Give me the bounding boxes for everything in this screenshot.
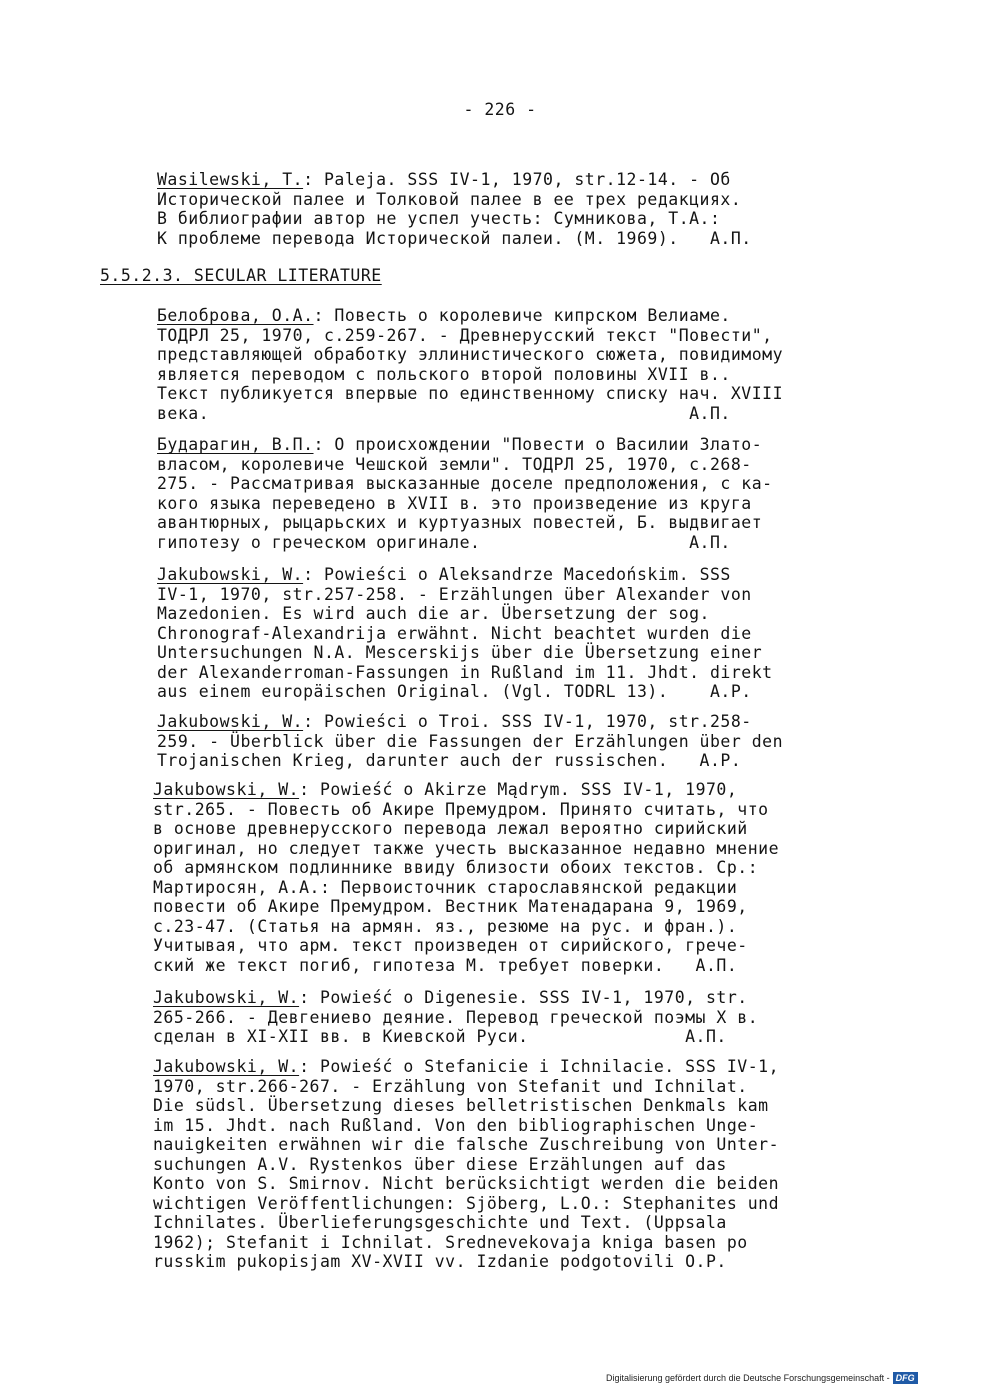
entry-line: оригинал, но следует также учесть высказанное недавно мнение: [153, 838, 780, 858]
entry-line: 275. - Рассматривая высказанные доселе предположения, с ка-: [157, 474, 773, 493]
entry-line: Ichnilates. Überlieferungsgeschichte und Text. (Uppsala: [153, 1213, 727, 1232]
bibliography-entry: [157, 170, 752, 248]
entry-line: В библиографии автор не успел учесть: Сумникова, Т.А.:: [157, 209, 721, 228]
entry-author: Белоброва, О.А.: [157, 306, 314, 325]
bibliography-entry: [153, 780, 779, 975]
entry-text: : Powieści o Aleksandrze Macedońskim. SSS: [303, 565, 731, 584]
entry-line: 259. - Überblick über die Fassungen der Erzählungen über den: [157, 731, 784, 751]
entry-text: : О происхождении "Повести о Василии Злато-: [313, 435, 763, 454]
entry-line: 265-266. - Девгениево деяние. Перевод греческой поэмы X в.: [153, 1007, 759, 1027]
bibliography-entry: [153, 1057, 779, 1272]
entry-line: wichtigen Veröffentlichungen: Sjöberg, L.O.: Stephanites und: [153, 1193, 780, 1213]
bibliography-entry: [157, 565, 773, 702]
entry-line: с.23-47. (Статья на армян. яз., резюме на рус. и фран.).: [153, 916, 738, 936]
entry-line: века. А.П.: [157, 403, 731, 423]
entry-line: ский же текст погиб, гипотеза М. требует поверки. А.П.: [153, 955, 738, 975]
entry-text: : Powieść o Stefanicie i Ichnilacie. SSS IV-1,: [299, 1057, 780, 1076]
entry-text: : Повесть о королевиче кипрском Велиаме.: [313, 306, 731, 325]
entry-line: сделан в XI-XII вв. в Киевской Руси. А.П.: [153, 1027, 727, 1046]
entry-line: Исторической палее и Толковой палее в ее трех редакциях.: [157, 189, 742, 209]
entry-text: : Powieść o Akirze Mądrym. SSS IV-1, 1970,: [299, 780, 738, 799]
entry-line: 1970, str.266-267. - Erzählung von Stefanit und Ichnilat.: [153, 1076, 748, 1096]
entry-author: Jakubowski, W.: [157, 712, 304, 731]
entry-line: Trojanischen Krieg, darunter auch der russischen. A.P.: [157, 751, 742, 770]
entry-author: Jakubowski, W.: [153, 780, 300, 799]
entry-line: Untersuchungen N.A. Mescerskijs über die Übersetzung einer: [157, 643, 763, 662]
bibliography-entry: [157, 306, 783, 423]
entry-author: Jakubowski, W.: [153, 988, 300, 1007]
entry-text: : Paleja. SSS IV-1, 1970, str.12-14. - Об: [303, 170, 731, 189]
entry-line: ТОДРЛ 25, 1970, с.259-267. - Древнерусский текст "Повести",: [157, 325, 773, 345]
dfg-logo: DFG: [893, 1372, 918, 1384]
entry-line: [157, 306, 783, 326]
entry-line: гипотезу о греческом оригинале. А.П.: [157, 532, 731, 552]
entry-line: der Alexanderroman-Fassungen in Rußland im 11. Jhdt. direkt: [157, 662, 773, 682]
entry-line: russkim pukopisjam XV-XVII vv. Izdanie podgotovili O.P.: [153, 1252, 727, 1271]
section-heading: [100, 266, 382, 285]
section-heading-text: 5.5.2.3. SECULAR LITERATURE: [100, 266, 382, 285]
bibliography-entry: [157, 712, 783, 771]
entry-line: [157, 712, 783, 732]
entry-line: [157, 170, 752, 190]
entry-line: Учитывая, что арм. текст произведен от сирийского, грече-: [153, 936, 748, 955]
entry-author: Бударагин, В.П.: [157, 435, 314, 454]
entry-line: об армянском подлиннике ввиду близости обоих текстов. Ср.:: [153, 858, 759, 877]
entry-line: [157, 565, 773, 585]
entry-line: suchungen A.V. Rystenkos über diese Erzählungen auf das: [153, 1154, 727, 1174]
entry-line: Мартиросян, А.А.: Первоисточник старославянской редакции: [153, 877, 738, 897]
footer-credit: [606, 1372, 918, 1384]
entry-author: Jakubowski, W.: [153, 1057, 300, 1076]
entry-line: [153, 1057, 779, 1077]
entry-line: [153, 988, 758, 1008]
entry-text: : Powieść o Digenesie. SSS IV-1, 1970, str.: [299, 988, 748, 1007]
entry-line: Konto von S. Smirnov. Nicht berücksichtigt werden die beiden: [153, 1174, 780, 1193]
entry-line: авантюрных, рыцарьских и куртуазных повестей, Б. выдвигает: [157, 513, 763, 532]
entry-line: Текст публикуется впервые по единственному списку нач. XVIII: [157, 384, 784, 403]
footer-text: Digitalisierung gefördert durch die Deutsche Forschungsgemeinschaft -: [606, 1373, 890, 1383]
page-number: - 226 -: [463, 100, 537, 119]
entry-line: в основе древнерусского перевода лежал вероятно сирийский: [153, 819, 748, 838]
entry-text: : Powieści o Troi. SSS IV-1, 1970, str.258-: [303, 712, 752, 731]
entry-line: К проблеме перевода Исторической палеи. (М. 1969). А.П.: [157, 228, 752, 248]
entry-line: Mazedonien. Es wird auch die ar. Übersetzung der sog.: [157, 604, 710, 623]
entry-line: im 15. Jhdt. nach Rußland. Von den bibliographischen Unge-: [153, 1115, 759, 1135]
entry-line: повести об Акире Премудром. Вестник Матенадарана 9, 1969,: [153, 897, 748, 916]
entry-line: aus einem europäischen Original. (Vgl. TODRL 13). A.P.: [157, 682, 752, 701]
entry-line: IV-1, 1970, str.257-258. - Erzählungen über Alexander von: [157, 584, 752, 604]
entry-line: представляющей обработку эллинистического сюжета, повидимому: [157, 345, 784, 364]
entry-line: nauigkeiten erwähnen wir die falsche Zuschreibung von Unter-: [153, 1135, 780, 1154]
entry-line: власом, королевиче Чешской земли". ТОДРЛ 25, 1970, с.268-: [157, 454, 752, 474]
entry-author: Wasilewski, T.: [157, 170, 304, 189]
entry-line: Chronograf-Alexandrija erwähnt. Nicht beachtet wurden die: [157, 623, 752, 643]
entry-line: является переводом с польского второй половины XVII в..: [157, 364, 731, 384]
bibliography-entry: [157, 435, 773, 552]
entry-line: кого языка переведено в XVII в. это произведение из круга: [157, 493, 752, 513]
bibliography-entry: [153, 988, 758, 1047]
entry-line: [157, 435, 773, 455]
entry-line: [153, 780, 779, 800]
entry-line: str.265. - Повесть об Акире Премудром. Принято считать, что: [153, 799, 769, 819]
entry-line: Die südsl. Übersetzung dieses belletristischen Denkmals kam: [153, 1096, 769, 1115]
entry-line: 1962); Stefanit i Ichnilat. Srednevekovaja kniga basen po: [153, 1232, 748, 1252]
entry-author: Jakubowski, W.: [157, 565, 304, 584]
